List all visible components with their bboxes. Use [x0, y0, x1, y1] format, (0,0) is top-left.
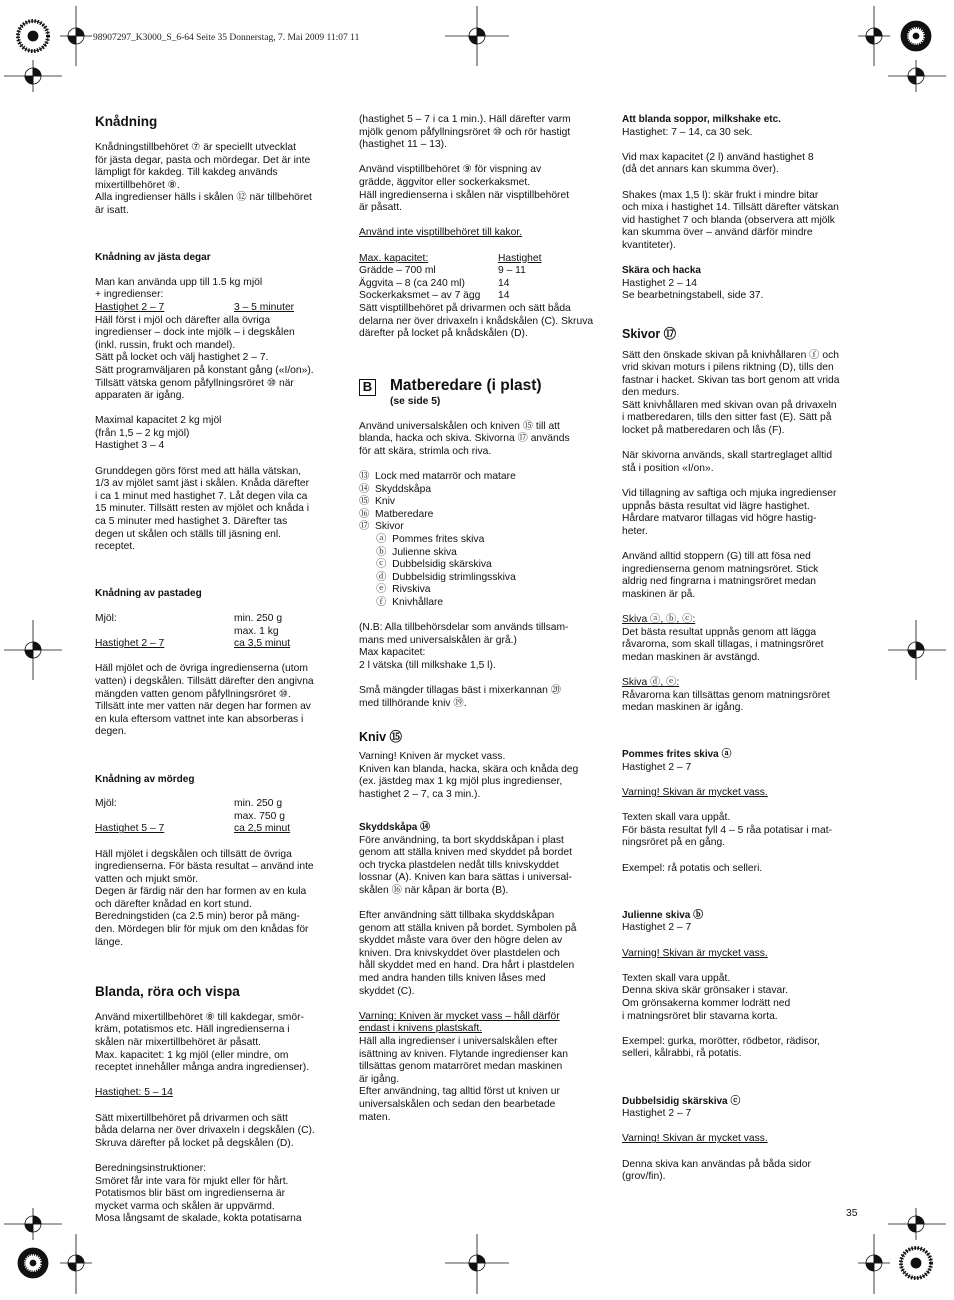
- speed-row: [95, 302, 335, 315]
- crosshair-left-top: [4, 60, 62, 92]
- crosshair-right-top: [888, 60, 946, 92]
- disc-label: [622, 614, 862, 627]
- list-item: ⑯ Matberedare: [359, 508, 434, 520]
- flour-row: [95, 798, 335, 823]
- heading-matberedare: Matberedare (i plast): [390, 376, 542, 394]
- paragraph: Använd mixertillbehöret ⑧ till kakdegar, smör- kräm, potatismos etc. Häll ingredienserna i skålen när mixertillbehöret är påsatt. Max. kapacitet: 1 kg mjöl (eller mindre, om receptet innehåller många andra ingredienser).: [95, 1011, 310, 1074]
- print-header: 98907297_K3000_S_6-64 Seite 35 Donnerstag, 7. Mai 2009 11:07 11: [93, 33, 360, 43]
- paragraph: Häll mjölet i degskålen och tillsätt de övriga ingredienserna. För bästa resultat – använd inte vatten och mjukt smör. Degen är färdig när den har formen av en kula och därefter knådad en kort stund. Beredningstiden (ca 2.5 min) beror på mäng- den. Mördegen blir för mjuk om den knådas för länge.: [95, 848, 314, 948]
- subheading-julienne: Julienne skiva ⓑ: [622, 909, 704, 921]
- column-2: [359, 114, 599, 1137]
- paragraph: Shakes (max 1,5 l): skär frukt i mindre bitar och mixa i hastighet 14. Tillsätt därefter vätskan vid hastighet 7 och blanda (observera att mjölk kan skumma över – använd därför mindre kvantiteter).: [622, 189, 839, 251]
- capacity-item: Sockerkaksmet – av 7 ägg: [359, 290, 481, 302]
- speed-label: Hastighet: 5 – 14: [95, 1087, 173, 1099]
- paragraph: (hastighet 5 – 7 i ca 1 min.). Häll därefter varm mjölk genom påfyllningsröret ⑩ och rör hastigt (hastighet 11 – 13).: [359, 114, 571, 151]
- paragraph: Sätt den önskade skivan på knivhållaren ⓕ och vrid skivan moturs i pilens riktning (D), tills den fastnar i hacket. Skivan tas bort genom att vrida den medurs. Sätt knivhållaren med skivan ovan på drivaxeln i matberedaren, tills den sitter fast (E). Sätt på locket på matberedaren och lås (F).: [622, 349, 840, 437]
- speed-value: ca 3,5 minut: [234, 638, 291, 650]
- paragraph: Maximal kapacitet 2 kg mjöl (från 1,5 – 2 kg mjöl) Hastighet 3 – 4: [95, 415, 222, 452]
- paragraph: Hastighet 2 – 7: [622, 1108, 692, 1120]
- speed-value: 3 – 5 minuter: [234, 301, 295, 313]
- subheading-mordeg: Knådning av mördeg: [95, 773, 195, 785]
- crosshair-bottom-left: [60, 1234, 92, 1294]
- section-letter-box: B: [359, 379, 376, 396]
- crosshair-right-bottom: [888, 1208, 946, 1240]
- speed-label: Hastighet 5 – 7: [95, 823, 165, 835]
- speed-label: Hastighet 2 – 7: [95, 301, 165, 313]
- speed-row: [95, 638, 335, 651]
- capacity-item: Äggvita – 8 (ca 240 ml): [359, 277, 465, 289]
- warning-text: Varning! Skivan är mycket vass.: [622, 787, 768, 799]
- paragraph: Hastighet 2 – 14 Se bearbetningstabell, side 37.: [622, 277, 764, 302]
- page-number: 35: [846, 1208, 858, 1219]
- parts-list: [359, 471, 599, 610]
- crosshair-top-center: [445, 6, 509, 66]
- crosshair-left-bottom: [4, 1208, 62, 1240]
- paragraph: Varning! Kniven är mycket vass. Kniven kan blanda, hacka, skära och knåda deg (ex. jästdeg max 1 kg mjöl plus ingredienser, hastighet 2 – 7, ca 3 min.).: [359, 750, 579, 800]
- paragraph: (N.B: Alla tillbehörsdelar som används tillsam- mans med universalskålen är grå.) Max kapacitet: 2 l vätska (till milkshake 1,5 l).: [359, 622, 569, 671]
- section-header-matberedare: [359, 377, 599, 409]
- subheading-pommes: Pommes frites skiva ⓐ: [622, 749, 732, 761]
- flour-label: Mjöl:: [95, 613, 117, 624]
- paragraph: Grunddegen görs först med att hälla vätskan, 1/3 av mjölet samt jäst i skålen. Knåda därefter i ca 1 minut med hastighet 7. Låt degen vila ca 15 minuter. Tillsätt resten av mjölet och knåda i ca 5 minuter med hastighet 3. Därefter tas degen ut skålen och ställs till jäsning enl. receptet.: [95, 465, 310, 553]
- capacity-row: [359, 278, 599, 291]
- crosshair-bottom-center: [445, 1234, 509, 1294]
- list-item: ⑭ Skyddskåpa: [359, 483, 432, 495]
- warning-text: Varning! Skivan är mycket vass.: [622, 947, 768, 959]
- subheading-skyddskapa: Skyddskåpa ⑭: [359, 821, 431, 833]
- warning: [359, 1011, 599, 1036]
- crosshair-left-middle: [4, 620, 62, 680]
- paragraph: Det bästa resultat uppnås genom att lägga råvarorna, som skall tillagas, i matningsröret medan maskinen är avstängd.: [622, 626, 824, 663]
- warning: [622, 1133, 862, 1146]
- list-item: ⑮ Kniv: [359, 496, 396, 508]
- paragraph: Häll mjölet och de övriga ingredienserna (utom vatten) i degskålen. Tillsätt därefter den angivna mängden vatten genom påfyllningsröret ⑩. Tillsätt inte mer vatten när degen har formen av en kula eftersom vattnet inte kan absorberas i degen.: [95, 663, 314, 738]
- list-item: ⓐ Pommes frites skiva: [359, 534, 485, 546]
- speed-label: Hastighet 2 – 7: [95, 638, 165, 650]
- warning-text: Varning: Kniven är mycket vass – håll därför endast i knivens plastskaft.: [359, 1010, 560, 1035]
- paragraph: Sätt visptillbehöret på drivarmen och sätt båda delarna ner över drivaxeln i knådskålen (C). Skruva därefter på locket på knådskålen (D).: [359, 302, 594, 340]
- disc-label: [622, 677, 862, 690]
- heading-skivor: Skivor ⑰: [622, 326, 677, 341]
- capacity-row: [359, 265, 599, 278]
- starburst-top-right: [901, 21, 931, 51]
- starburst-bottom-left: [18, 1248, 48, 1278]
- paragraph: Vid max kapacitet (2 l) använd hastighet 8 (då det annars kan skumma över).: [622, 151, 814, 176]
- paragraph: Vid tillagning av saftiga och mjuka ingredienser uppnås bästa resultat vid lägre hastighet. Hårdare matvaror tillagas vid högre hastig- heter.: [622, 488, 837, 537]
- heading-kniv: Kniv ⑮: [359, 729, 403, 744]
- paragraph: Använd universalskålen och kniven ⑮ till att blanda, hacka och skiva. Skivorna ⑰ används för att skära, strimla och riva.: [359, 420, 570, 457]
- list-item: ⓑ Julienne skiva: [359, 546, 457, 558]
- list-item: ⑰ Skivor: [359, 521, 404, 533]
- paragraph: Beredningsinstruktioner: Smöret får inte vara för mjukt eller för hårt. Potatismos blir bäst om ingredienserna är mycket varma och skålen är uppvärmd. Mosa långsamt de skalade, kokta potatisarna: [95, 1162, 302, 1225]
- list-item: ⓕ Knivhållare: [359, 597, 444, 608]
- heading-blanda: Blanda, röra och vispa: [95, 983, 240, 999]
- paragraph: Exempel: gurka, morötter, rödbetor, rädisor, selleri, kålrabbi, rå potatis.: [622, 1035, 821, 1060]
- paragraph: Hastighet 2 – 7: [622, 761, 692, 773]
- paragraph: Efter användning sätt tillbaka skyddskåpan genom att ställa kniven på bordet. Symbolen på skyddet måste vara över den högre delen av kniven. Dra knivskyddet över plastdelen och håll skyddet med en hand. Dra hårt i plastdelen med andra handen tills kniven låses med skyddet (C).: [359, 910, 577, 997]
- paragraph: Hastighet 2 – 7: [622, 922, 692, 934]
- capacity-speed: 14: [498, 277, 510, 289]
- paragraph: Häll först i mjöl och därefter alla övriga ingredienser – dock inte mjölk – i degskålen (inkl. russin, frukt och mandel). Sätt på locket och välj hastighet 2 – 7. Sätt programväljaren på konstant gång («I/on»). Tillsätt vätska genom påfyllningsröret ⑩ när apparaten är igång.: [95, 314, 314, 402]
- paragraph: När skivorna används, skall startreglaget alltid stå i position «I/on».: [622, 450, 833, 474]
- subheading-soppor: Att blanda soppor, milkshake etc.: [622, 114, 781, 125]
- crosshair-right-middle: [888, 620, 946, 680]
- warning: [622, 787, 862, 800]
- heading-knadning: Knådning: [95, 114, 158, 129]
- capacity-speed: 9 – 11: [498, 265, 526, 277]
- flour-label: Mjöl:: [95, 798, 117, 810]
- paragraph: Texten skall vara uppåt. Denna skiva skär grönsaker i stavar. Om grönsakerna kommer lodrätt ned i matningsröret blir stavarna korta.: [622, 972, 791, 1022]
- subheading-jasta-degar: Knådning av jästa degar: [95, 252, 211, 264]
- warning: [359, 227, 599, 240]
- column-1: [95, 114, 335, 1239]
- subheading-pastadeg: Knådning av pastadeg: [95, 588, 202, 600]
- disc-label-text: Skiva ⓐ, ⓑ, ⓒ:: [622, 613, 696, 625]
- paragraph: Man kan använda upp till 1.5 kg mjöl + ingredienser:: [95, 276, 263, 301]
- paragraph: Knådningstillbehöret ⑦ är speciellt utvecklat för jästa degar, pasta och mördegar. Det är inte lämpligt för kakdeg. Till kakdeg används mixertillbehöret ⑧. Alla ingredienser hälls i skålen ⑫ när tillbehöret är isatt.: [95, 142, 312, 216]
- paragraph: Häll alla ingredienser i universalskålen efter isättning av kniven. Flytande ingredienser kan tillsättas genom matarröret medan maskinen är igång. Efter användning, tag alltid först ut kniven ur universalskålen och sedan den bearbetade maten.: [359, 1036, 568, 1123]
- paragraph: Texten skall vara uppåt. För bästa resultat fyll 4 – 5 råa potatisar i mat- ningsröret på en gång.: [622, 812, 833, 849]
- heading-matberedare-ref: (se side 5): [390, 395, 441, 407]
- paragraph: Sätt mixertillbehöret på drivarmen och sätt båda delarna ner över drivaxeln i degskålen (C). Skruva därefter på locket på degskålen (D).: [95, 1112, 315, 1149]
- flour-value: min. 250 g max. 750 g: [234, 798, 285, 822]
- capacity-item: Grädde – 700 ml: [359, 265, 436, 277]
- flour-value: min. 250 g max. 1 kg: [234, 613, 283, 637]
- column-3: [622, 114, 862, 1196]
- warning: [622, 948, 862, 961]
- crosshair-top-left-a: [60, 6, 92, 66]
- capacity-row: [359, 290, 599, 303]
- speed-row: [95, 823, 335, 836]
- paragraph: Små mängder tillagas bäst i mixerkannan ⑳ med tillhörande kniv ⑲.: [359, 685, 562, 709]
- subheading-dubbel: Dubbelsidig skärskiva ⓒ: [622, 1095, 741, 1107]
- crosshair-bottom-right: [858, 1234, 890, 1294]
- warning-text: Använd inte visptillbehöret till kakor.: [359, 227, 523, 239]
- capacity-header: [359, 253, 599, 266]
- list-item: ⓒ Dubbelsidig skärskiva: [359, 559, 492, 571]
- disc-label-text: Skiva ⓓ, ⓔ:: [622, 676, 680, 688]
- capacity-label: Max. kapacitet:: [359, 252, 429, 264]
- starburst-top-left: [18, 21, 48, 51]
- paragraph: Använd alltid stoppern (G) till att fösa ned ingredienserna genom matningsröret. Stick aldrig ned fingrarna i matningsröret medan maskinen är på.: [622, 551, 819, 600]
- speed-note: [95, 1087, 335, 1100]
- subheading-skara-hacka: Skära och hacka: [622, 265, 701, 277]
- speed-value: ca 2,5 minut: [234, 823, 291, 835]
- paragraph: Denna skiva kan användas på båda sidor (grov/fin).: [622, 1158, 811, 1183]
- paragraph: Hastighet: 7 – 14, ca 30 sek.: [622, 126, 753, 138]
- crosshair-top-right: [858, 6, 890, 66]
- list-item: ⓓ Dubbelsidig strimlingsskiva: [359, 571, 516, 583]
- paragraph: Före användning, ta bort skyddskåpan i plast genom att ställa kniven med skyddet på bordet och trycka plastdelen nedåt tills knivskyddet lossnar (A). Kniven kan bara sättas i universal- skålen ⑯ när kåpan är borta (B).: [359, 834, 572, 896]
- speed-label: Hastighet: [498, 252, 542, 264]
- paragraph: Exempel: rå potatis och selleri.: [622, 862, 763, 874]
- paragraph: Använd visptillbehöret ⑨ för vispning av grädde, äggvitor eller sockerkaksmet. Häll ingredienserna i skålen när visptillbehöret är påsatt.: [359, 164, 570, 214]
- paragraph: Råvarorna kan tillsättas genom matningsröret medan maskinen är igång.: [622, 689, 830, 714]
- list-item: ⑬ Lock med matarrör och matare: [359, 471, 516, 483]
- list-item: ⓔ Rivskiva: [359, 584, 431, 596]
- flour-row: [95, 613, 335, 638]
- capacity-speed: 14: [498, 290, 510, 302]
- warning-text: Varning! Skivan är mycket vass.: [622, 1133, 768, 1145]
- starburst-bottom-right: [901, 1248, 931, 1278]
